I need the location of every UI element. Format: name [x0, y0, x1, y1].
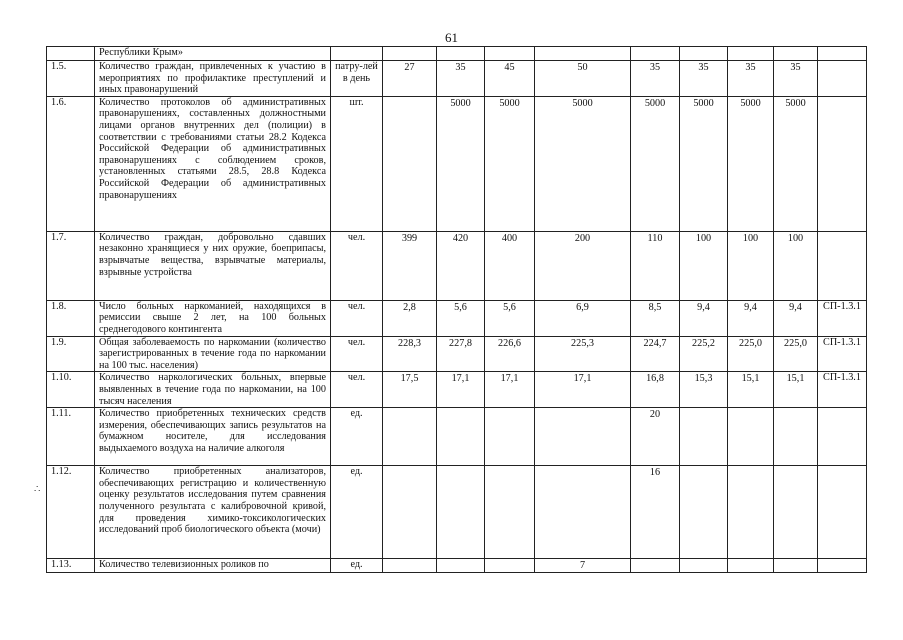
row-value [728, 408, 774, 466]
row-value [680, 559, 728, 573]
row-description: Количество телевизионных роликов по [95, 559, 331, 573]
row-description: Количество приобретенных технических средств измерения, обеспечивающих запись результатов на бумажном носителе, для исследования выдыхаемого воздуха на наличие алкоголя [95, 408, 331, 466]
table-row [47, 96, 867, 231]
row-value [383, 559, 437, 573]
row-code: СП-1.3.1 [818, 372, 867, 408]
row-number: 1.10. [47, 372, 95, 408]
row-value [485, 466, 535, 559]
row-unit: ед. [331, 408, 383, 466]
cell-num [47, 47, 95, 61]
row-value: 6,9 [535, 300, 631, 336]
row-code: СП-1.3.1 [818, 300, 867, 336]
row-value: 5,6 [485, 300, 535, 336]
row-value: 9,4 [774, 300, 818, 336]
row-unit: чел. [331, 231, 383, 300]
row-value [383, 96, 437, 231]
table-row [47, 372, 867, 408]
row-value [535, 408, 631, 466]
row-description: Республики Крым» [95, 47, 331, 61]
row-unit: чел. [331, 372, 383, 408]
row-value: 15,1 [774, 372, 818, 408]
row-value: 5000 [680, 96, 728, 231]
row-value: 225,2 [680, 336, 728, 372]
table-row [47, 559, 867, 573]
row-value: 200 [535, 231, 631, 300]
row-unit: ед. [331, 559, 383, 573]
table-row [47, 466, 867, 559]
row-description: Количество наркологических больных, впервые выявленных в течение года по наркомании, на 100 тысяч населения [95, 372, 331, 408]
row-code [818, 559, 867, 573]
row-number: 1.12. [47, 466, 95, 559]
row-description: Количество граждан, привлеченных к участию в мероприятиях по профилактике преступлений и иных правонарушений [95, 61, 331, 97]
row-value: 100 [774, 231, 818, 300]
row-number: 1.9. [47, 336, 95, 372]
row-code [818, 466, 867, 559]
row-value: 228,3 [383, 336, 437, 372]
table-row [47, 61, 867, 97]
row-value: 100 [680, 231, 728, 300]
row-value: 35 [728, 61, 774, 97]
row-value: 5000 [728, 96, 774, 231]
row-value [680, 466, 728, 559]
row-value: 224,7 [631, 336, 680, 372]
row-value: 5,6 [437, 300, 485, 336]
row-value: 5000 [535, 96, 631, 231]
row-value: 7 [535, 559, 631, 573]
row-code [818, 408, 867, 466]
row-value: 400 [485, 231, 535, 300]
row-value [728, 559, 774, 573]
row-code: СП-1.3.1 [818, 336, 867, 372]
row-value [631, 559, 680, 573]
table-row [47, 231, 867, 300]
row-value: 2,8 [383, 300, 437, 336]
row-value [774, 466, 818, 559]
indicators-table [46, 46, 867, 573]
row-value [437, 408, 485, 466]
row-value: 5000 [485, 96, 535, 231]
row-value: 17,1 [485, 372, 535, 408]
row-value: 16,8 [631, 372, 680, 408]
row-value: 15,3 [680, 372, 728, 408]
row-value: 17,5 [383, 372, 437, 408]
row-number: 1.7. [47, 231, 95, 300]
row-value: 17,1 [437, 372, 485, 408]
row-value [535, 466, 631, 559]
row-unit: патру-лей в день [331, 61, 383, 97]
row-value: 5000 [437, 96, 485, 231]
row-value: 399 [383, 231, 437, 300]
row-value [680, 408, 728, 466]
row-value [485, 408, 535, 466]
row-unit: чел. [331, 336, 383, 372]
row-description: Число больных наркоманией, находящихся в ремиссии свыше 2 лет, на 100 больных среднегодового контингента [95, 300, 331, 336]
row-value: 5000 [774, 96, 818, 231]
row-value: 5000 [631, 96, 680, 231]
scan-mark: ∴ [34, 484, 41, 495]
row-value: 8,5 [631, 300, 680, 336]
row-value [485, 559, 535, 573]
table-row [47, 300, 867, 336]
row-value: 45 [485, 61, 535, 97]
row-value: 225,3 [535, 336, 631, 372]
row-value: 27 [383, 61, 437, 97]
row-value: 50 [535, 61, 631, 97]
row-value: 16 [631, 466, 680, 559]
row-value: 35 [631, 61, 680, 97]
row-number: 1.11. [47, 408, 95, 466]
row-value: 17,1 [535, 372, 631, 408]
table-row [47, 408, 867, 466]
row-number: 1.8. [47, 300, 95, 336]
row-value [728, 466, 774, 559]
row-value: 227,8 [437, 336, 485, 372]
row-value: 15,1 [728, 372, 774, 408]
row-number: 1.5. [47, 61, 95, 97]
row-value [437, 559, 485, 573]
row-code [818, 96, 867, 231]
row-value: 225,0 [728, 336, 774, 372]
row-value: 110 [631, 231, 680, 300]
row-value: 100 [728, 231, 774, 300]
row-code [818, 61, 867, 97]
row-code [818, 231, 867, 300]
row-value [383, 466, 437, 559]
row-number: 1.13. [47, 559, 95, 573]
row-value: 225,0 [774, 336, 818, 372]
row-value [383, 408, 437, 466]
row-value: 35 [774, 61, 818, 97]
row-unit: шт. [331, 96, 383, 231]
row-value: 9,4 [728, 300, 774, 336]
continuation-row [47, 47, 867, 61]
row-value [774, 559, 818, 573]
row-value: 226,6 [485, 336, 535, 372]
row-value [437, 466, 485, 559]
row-value: 35 [680, 61, 728, 97]
row-description: Количество протоколов об административных правонарушениях, составленных должностными лицами органов внутренних дел (полиции) в соответствии с требованиями статьи 28.2 Кодекса Российской Федерации об административных правонарушениях с соблюдением сроков, установленных статьями 28.5, 28.8 Кодекса Российской Федерации об административных правонарушениях [95, 96, 331, 231]
row-value: 20 [631, 408, 680, 466]
row-unit: чел. [331, 300, 383, 336]
table-row [47, 336, 867, 372]
row-description: Количество граждан, добровольно сдавших незаконно хранящиеся у них оружие, боеприпасы, взрывчатые вещества, взрывчатые материалы, взрывные устройства [95, 231, 331, 300]
row-description: Количество приобретенных анализаторов, обеспечивающих регистрацию и количественную оценку результатов исследования путем сравнения полученного результата с калибровочной кривой, для проведения химико-токсикологических исследований проб биологического объекта (мочи) [95, 466, 331, 559]
page-number: 61 [445, 30, 458, 45]
row-number: 1.6. [47, 96, 95, 231]
row-value: 9,4 [680, 300, 728, 336]
row-unit: ед. [331, 466, 383, 559]
row-value: 35 [437, 61, 485, 97]
row-value [774, 408, 818, 466]
row-description: Общая заболеваемость по наркомании (количество зарегистрированных в течение года по наркомании на 100 тыс. населения) [95, 336, 331, 372]
row-value: 420 [437, 231, 485, 300]
